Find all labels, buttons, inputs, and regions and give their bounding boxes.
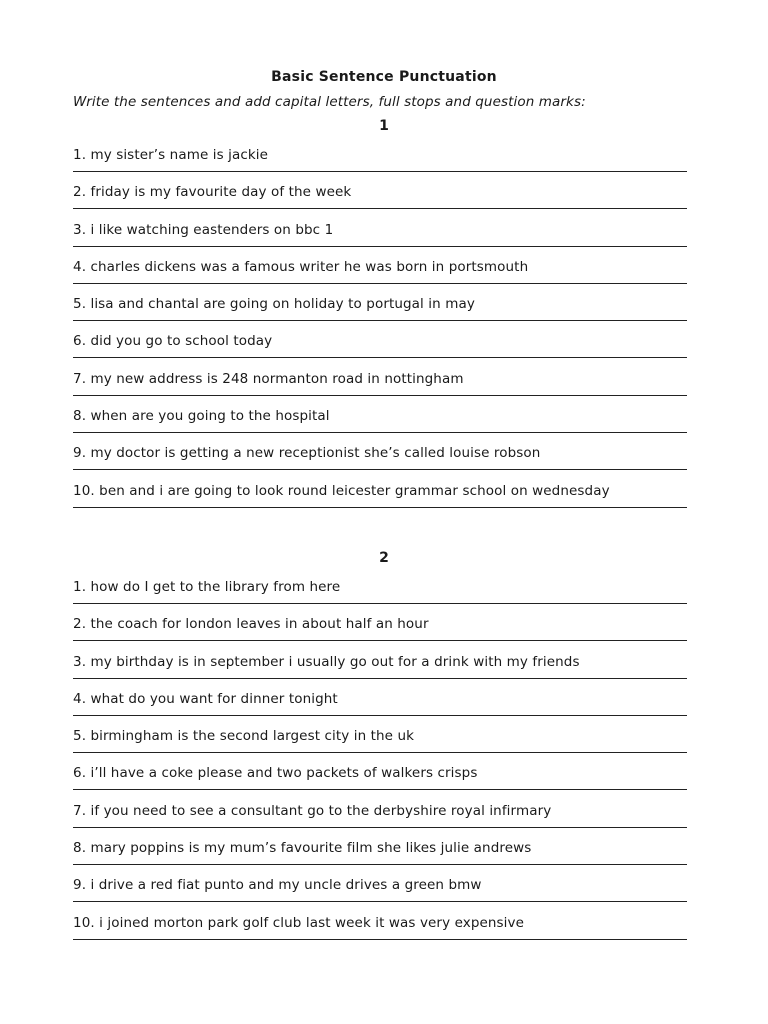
sentence-text: 10. i joined morton park golf club last week it was very expensive [73,914,525,931]
exercise-item [73,222,687,259]
exercise-item [73,803,687,840]
answer-line[interactable] [73,507,687,508]
sentence-text: 4. what do you want for dinner tonight [73,690,338,707]
exercise-item [73,691,687,728]
exercise-item [73,296,687,333]
exercise-item [73,184,687,221]
exercise-item [73,840,687,877]
section-1 [73,147,687,520]
answer-line[interactable] [73,208,687,209]
section-number-2: 2 [379,550,389,566]
answer-line[interactable] [73,901,687,902]
worksheet-title: Basic Sentence Punctuation [271,69,497,85]
exercise-item [73,654,687,691]
exercise-item [73,915,687,952]
answer-line[interactable] [73,789,687,790]
exercise-item [73,765,687,802]
answer-line[interactable] [73,432,687,433]
sentence-text: 6. did you go to school today [73,333,273,350]
answer-line[interactable] [73,640,687,641]
sentence-text: 5. birmingham is the second largest city in the uk [73,728,415,745]
answer-line[interactable] [73,469,687,470]
sentence-text: 1. my sister’s name is jackie [73,147,269,163]
sentence-text: 9. my doctor is getting a new receptionist she’s called louise robson [73,445,541,462]
instructions: Write the sentences and add capital letters, full stops and question marks: [73,94,586,110]
section-number-1: 1 [379,118,389,134]
exercise-item [73,259,687,296]
answer-line[interactable] [73,283,687,284]
sentence-text: 5. lisa and chantal are going on holiday to portugal in may [73,296,475,313]
exercise-item [73,408,687,445]
answer-line[interactable] [73,603,687,604]
exercise-item [73,483,687,520]
sentence-text: 2. friday is my favourite day of the week [73,184,352,201]
answer-line[interactable] [73,827,687,828]
sentence-text: 2. the coach for london leaves in about half an hour [73,616,429,633]
answer-line[interactable] [73,246,687,247]
exercise-item [73,616,687,653]
exercise-item [73,371,687,408]
answer-line[interactable] [73,395,687,396]
answer-line[interactable] [73,939,687,940]
sentence-text: 3. my birthday is in september i usually go out for a drink with my friends [73,653,580,670]
sentence-text: 4. charles dickens was a famous writer he was born in portsmouth [73,258,529,275]
exercise-item [73,147,687,184]
answer-line[interactable] [73,752,687,753]
answer-line[interactable] [73,715,687,716]
section-2 [73,579,687,952]
answer-line[interactable] [73,320,687,321]
exercise-item [73,445,687,482]
sentence-text: 9. i drive a red fiat punto and my uncle drives a green bmw [73,877,482,894]
answer-line[interactable] [73,357,687,358]
answer-line[interactable] [73,678,687,679]
exercise-item [73,728,687,765]
sentence-text: 8. mary poppins is my mum’s favourite film she likes julie andrews [73,840,532,857]
answer-line[interactable] [73,171,687,172]
exercise-item [73,877,687,914]
sentence-text: 10. ben and i are going to look round leicester grammar school on wednesday [73,482,610,499]
sentence-text: 7. my new address is 248 normanton road in nottingham [73,370,464,387]
sentence-text: 8. when are you going to the hospital [73,408,330,425]
sentence-text: 1. how do I get to the library from here [73,579,341,595]
sentence-text: 3. i like watching eastenders on bbc 1 [73,221,334,238]
exercise-item [73,333,687,370]
sentence-text: 6. i’ll have a coke please and two packets of walkers crisps [73,765,478,782]
answer-line[interactable] [73,864,687,865]
exercise-item [73,579,687,616]
sentence-text: 7. if you need to see a consultant go to the derbyshire royal infirmary [73,802,552,819]
